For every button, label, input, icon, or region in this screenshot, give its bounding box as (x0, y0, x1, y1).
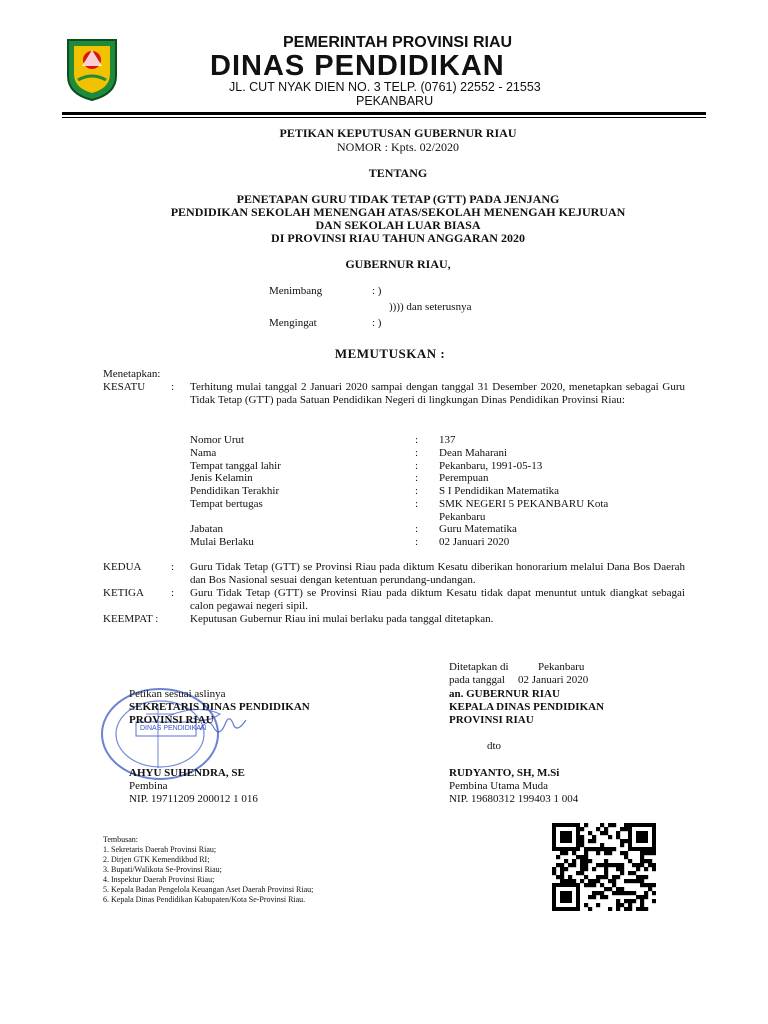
certified-note: Petikan sesuai aslinya (129, 688, 226, 700)
head-position-1: KEPALA DINAS PENDIDIKAN (449, 701, 605, 713)
detail-colon: : (415, 472, 419, 484)
mengingat-value: : ) (372, 317, 382, 329)
detail-label-mulai-berlaku: Mulai Berlaku (190, 536, 254, 548)
decree-subject-3: DAN SEKOLAH LUAR BIASA (315, 218, 481, 232)
decree-subject-1: PENETAPAN GURU TIDAK TETAP (GTT) PADA JENJANG (236, 192, 560, 206)
detail-value-nomor-urut: 137 (439, 434, 456, 446)
ketiga-text: Guru Tidak Tetap (GTT) se Provinsi Riau pada diktum Kesatu tidak dapat menuntut untuk diangkat sebagai calon pegawai negeri sipil. (190, 587, 685, 612)
detail-value-jabatan: Guru Matematika (439, 523, 517, 535)
tembusan-item: 1. Sekretaris Daerah Provinsi Riau; (103, 845, 217, 854)
governor-heading: GUBERNUR RIAU, (345, 257, 451, 271)
decree-subject-4: DI PROVINSI RIAU TAHUN ANGGARAN 2020 (271, 231, 525, 245)
secretary-rank: Pembina (129, 780, 168, 792)
letterhead-divider-thin (62, 117, 706, 118)
head-rank: Pembina Utama Muda (449, 780, 548, 792)
detail-value-nama: Dean Maharani (439, 447, 508, 459)
tembusan-item: 3. Bupati/Walikota Se-Provinsi Riau; (103, 865, 222, 874)
mengingat-label: Mengingat (269, 317, 317, 329)
decide-heading: MEMUTUSKAN : (334, 346, 446, 361)
detail-colon: : (415, 434, 419, 446)
etc-text: )))) dan seterusnya (389, 301, 472, 313)
menimbang-label: Menimbang (269, 285, 323, 297)
detail-label-ttl: Tempat tanggal lahir (190, 460, 281, 472)
ketiga-colon: : (171, 587, 175, 599)
detail-label-jabatan: Jabatan (190, 523, 223, 535)
detail-colon: : (415, 498, 419, 510)
letterhead-city: PEKANBARU (356, 94, 434, 108)
kedua-label: KEDUA (103, 561, 142, 573)
decree-subject-2: PENDIDIKAN SEKOLAH MENENGAH ATAS/SEKOLAH MENENGAH KEJURUAN (170, 205, 626, 219)
enacted-date-value: 02 Januari 2020 (518, 674, 589, 686)
detail-colon: : (415, 460, 419, 472)
detail-value-jenis-kelamin: Perempuan (439, 472, 489, 484)
tembusan-item: 4. Inspektur Daerah Provinsi Riau; (103, 875, 215, 884)
keempat-label: KEEMPAT : (103, 613, 159, 625)
detail-colon: : (415, 485, 419, 497)
head-name: RUDYANTO, SH, M.Si (449, 767, 560, 779)
decree-about: TENTANG (368, 166, 428, 180)
tembusan-item: 5. Kepala Badan Pengelola Keuangan Aset Daerah Provinsi Riau; (103, 885, 314, 894)
detail-label-nomor-urut: Nomor Urut (190, 434, 245, 446)
enacted-date-label: pada tanggal (449, 674, 505, 686)
kesatu-label: KESATU (103, 381, 146, 393)
tembusan-item: 6. Kepala Dinas Pendidikan Kabupaten/Kota Se-Provinsi Riau. (103, 895, 306, 904)
detail-value-tempat-bertugas: SMK NEGERI 5 PEKANBARU Kota (439, 498, 609, 510)
letterhead-province: PEMERINTAH PROVINSI RIAU (283, 34, 513, 51)
letterhead-address: JL. CUT NYAK DIEN NO. 3 TELP. (0761) 22552 - 21553 (229, 80, 541, 94)
stamp-text: DINAS PENDIDIKAN (140, 725, 207, 732)
detail-label-nama: Nama (190, 447, 217, 459)
head-position-2: PROVINSI RIAU (449, 714, 534, 726)
decree-title: PETIKAN KEPUTUSAN GUBERNUR RIAU (279, 126, 517, 140)
dto-text: dto (487, 740, 502, 752)
menimbang-value: : ) (372, 285, 382, 297)
enacted-place-value: Pekanbaru (538, 661, 585, 673)
ketiga-label: KETIGA (103, 587, 144, 599)
detail-colon: : (415, 447, 419, 459)
head-nip: NIP. 19680312 199403 1 004 (449, 793, 579, 805)
secretary-name: AHYU SUHENDRA, SE (129, 767, 245, 779)
provincial-emblem (64, 36, 120, 102)
kesatu-text: Terhitung mulai tanggal 2 Januari 2020 sampai dengan tanggal 31 Desember 2020, menetapkan sebagai Guru Tidak Tetap (GTT) pada Satuan Pendidikan Negeri di lingkungan Dinas Pendidikan Provinsi Riau: (190, 381, 685, 406)
tembusan-item: 2. Dirjen GTK Kemendikbud RI; (103, 855, 210, 864)
secretary-position-2: PROVINSI RIAU (129, 714, 214, 726)
decree-number: NOMOR : Kpts. 02/2020 (336, 140, 459, 154)
detail-value-pendidikan: S I Pendidikan Matematika (439, 485, 560, 497)
detail-colon: : (415, 536, 419, 548)
secretary-position-1: SEKRETARIS DINAS PENDIDIKAN (129, 701, 310, 713)
enacted-place-label: Ditetapkan di (449, 661, 509, 673)
tembusan-title: Tembusan: (103, 835, 138, 844)
kedua-colon: : (171, 561, 175, 573)
keempat-text: Keputusan Gubernur Riau ini mulai berlaku pada tanggal ditetapkan. (190, 613, 494, 625)
detail-label-jenis-kelamin: Jenis Kelamin (190, 472, 253, 484)
qr-code (552, 823, 656, 911)
detail-value-tempat-bertugas-cont: Pekanbaru (439, 511, 486, 523)
detail-value-ttl: Pekanbaru, 1991-05-13 (439, 460, 543, 472)
detail-colon: : (415, 523, 419, 535)
secretary-nip: NIP. 19711209 200012 1 016 (129, 793, 258, 805)
menetapkan-label: Menetapkan: (103, 368, 161, 380)
letterhead-divider-thick (62, 112, 706, 115)
kedua-text: Guru Tidak Tetap (GTT) se Provinsi Riau pada diktum Kesatu diberikan honorarium melalui Dana Bos Daerah dan Bos Nasional sesuai dengan ketentuan perundang-undangan. (190, 561, 685, 586)
detail-label-tempat-bertugas: Tempat bertugas (190, 498, 263, 510)
detail-label-pendidikan: Pendidikan Terakhir (190, 485, 280, 497)
kesatu-colon: : (171, 381, 175, 393)
detail-value-mulai-berlaku: 02 Januari 2020 (439, 536, 510, 548)
on-behalf-governor: an. GUBERNUR RIAU (449, 688, 560, 700)
letterhead-agency: DINAS PENDIDIKAN (210, 50, 505, 82)
